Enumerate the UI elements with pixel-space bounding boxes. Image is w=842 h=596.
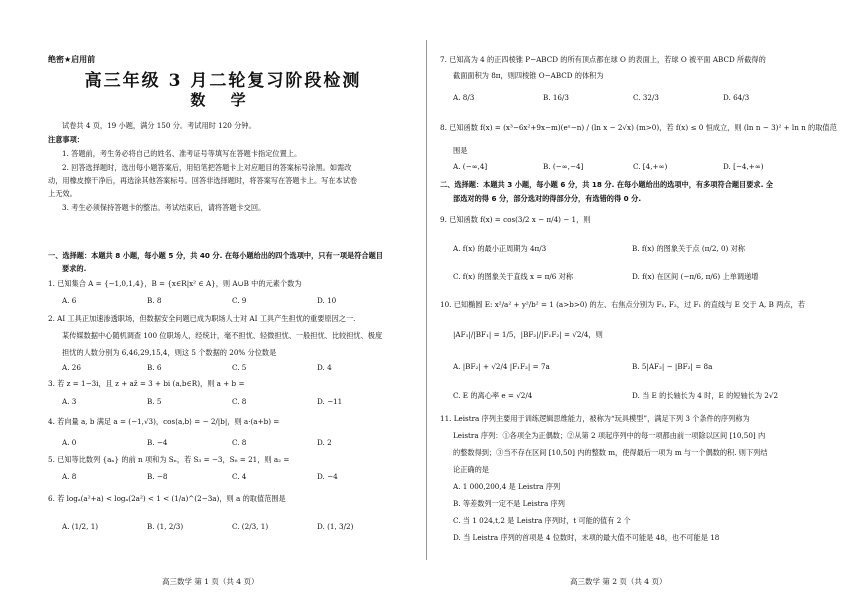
question-stem: 某传媒数据中心随机调查 100 位职场人，经统计，毫不担忧、轻微担忧、一般担忧、比较担忧、极度 bbox=[62, 331, 383, 340]
option: A. |BF₂| + √2/4 |F₁F₂| = 7a bbox=[453, 362, 550, 371]
question-options bbox=[62, 397, 402, 406]
option: C. 8 bbox=[232, 438, 247, 447]
question-stem: Leistra 序列：①各项全为正偶数；②从第 2 项起序列中的每一项都由前一项除以区间 [10,50] 内 bbox=[453, 431, 766, 440]
question-stem: 10. 已知椭圆 E: x²/a² + y²/b² = 1 (a>b>0) 的左、右焦点分别为 F₁, F₂，过 F₁ 的直线与 E 交于 A, B 两点，若 bbox=[440, 300, 805, 309]
option: C. 9 bbox=[232, 296, 247, 305]
option: D. 当 Leistra 序列的首项是 4 位数时，末项的最大值不可能是 48，也不可能是 18 bbox=[453, 533, 720, 542]
section-heading: 二、选择题：本题共 3 小题，每小题 6 分，共 18 分. 在每小题给出的选项中，有多项符合题目要求. 全 bbox=[440, 180, 773, 189]
question-options bbox=[62, 363, 402, 372]
notice-line: 动，用橡皮擦干净后，再选涂其他答案标号。回答非选择题时，将答案写在答题卡上。写在本试卷 bbox=[48, 176, 358, 185]
question-stem: 担忧的人数分别为 6,46,29,15,4，则这 5 个数据的 20% 分位数是 bbox=[62, 348, 277, 357]
option: D. (1, 3/2) bbox=[317, 522, 354, 531]
question-options bbox=[62, 296, 402, 305]
option: B. 5|AF₂| − |BF₂| = 8a bbox=[632, 362, 713, 371]
page-footer-left: 高三数学 第 1 页（共 4 页） bbox=[162, 577, 259, 586]
question-options bbox=[62, 522, 402, 531]
question-stem: 3. 若 z = 1−3i，且 z + az̄ = 3 + bi (a,b∈R)，则 a + b = bbox=[48, 379, 245, 388]
exam-title: 高三年级 3 月二轮复习阶段检测 bbox=[84, 71, 362, 91]
question-stem: 1. 已知集合 A = {−1,0,1,4}，B = {x∈R|x² ∈ A}，则 A∪B 中的元素个数为 bbox=[48, 279, 302, 288]
option: B. −4 bbox=[147, 438, 168, 447]
question-stem: 围是 bbox=[453, 146, 468, 155]
section-heading: 一、选择题：本题共 8 小题，每小题 5 分，共 40 分. 在每小题给出的四个选项中，只有一项是符合题目 bbox=[48, 251, 383, 260]
option: D. −4 bbox=[317, 472, 338, 481]
question-stem: 9. 已知函数 f(x) = cos(3/2 x − π/4) − 1，则 bbox=[440, 215, 591, 224]
option: D. −11 bbox=[317, 397, 343, 406]
option: D. 64/3 bbox=[723, 93, 750, 102]
question-stem: 11. Leistra 序列主要用于训练逻辑思维能力，被称为“玩具模型”，满足下列 3 个条件的序列称为 bbox=[440, 414, 750, 423]
option: C. E 的离心率 e = √2/4 bbox=[453, 391, 533, 400]
question-stem: 7. 已知高为 4 的正四棱锥 P−ABCD 的所有顶点都在球 O 的表面上，若球 O 被平面 ABCD 所截得的 bbox=[440, 55, 766, 64]
question-stem: 6. 若 logₐ(a²+a) < logₐ(2a²) < 1 < (1/a)^(2−3a)，则 a 的取值范围是 bbox=[48, 494, 286, 503]
option: C. f(x) 的图象关于直线 x = π/6 对称 bbox=[453, 272, 574, 281]
question-stem: 4. 若向量 a, b 满足 a = (−1,√3)，cos⟨a,b⟩ = − 2/|b|，则 a·(a+b) = bbox=[48, 417, 280, 426]
notice-heading: 注意事项： bbox=[48, 135, 84, 144]
option: B. 6 bbox=[147, 363, 162, 372]
option: B. 等差数列一定不是 Leistra 序列 bbox=[453, 499, 565, 508]
exam-subject: 数 学 bbox=[190, 91, 256, 109]
option: B. f(x) 的图象关于点 (π/2, 0) 对称 bbox=[632, 244, 745, 253]
option: A. 8/3 bbox=[453, 93, 475, 102]
column-divider bbox=[426, 40, 427, 560]
option: B. −8 bbox=[147, 472, 168, 481]
option: A. 3 bbox=[62, 397, 77, 406]
option: D. 2 bbox=[317, 438, 332, 447]
option: A. (−∞,4] bbox=[453, 162, 488, 171]
option: C. [4,+∞) bbox=[633, 162, 668, 171]
option: A. 0 bbox=[62, 438, 77, 447]
question-options bbox=[453, 93, 813, 102]
option: B. (1, 2/3) bbox=[147, 522, 184, 531]
secret-label: 绝密★启用前 bbox=[48, 55, 96, 64]
question-stem: 8. 已知函数 f(x) = (x³−6x²+9x−m)(eˣ−n) / (ln x − 2√x) (m>0)，若 f(x) ≤ 0 恒成立，则 (ln n − 3)² + ln n 的取值范 bbox=[440, 123, 837, 132]
notice-line: 上无效。 bbox=[48, 189, 77, 198]
option: A. 8 bbox=[62, 472, 77, 481]
option: B. 16/3 bbox=[543, 93, 569, 102]
option: B. 8 bbox=[147, 296, 162, 305]
question-options bbox=[62, 472, 402, 481]
notice-line: 1. 答题前，考生务必将自己的姓名、准考证号等填写在答题卡指定位置上。 bbox=[62, 149, 302, 158]
page-footer-right: 高三数学 第 2 页（共 4 页） bbox=[570, 577, 667, 586]
notice-line: 2. 回答选择题时，选出每小题答案后，用铅笔把答题卡上对应题目的答案标号涂黑。如需改 bbox=[62, 163, 352, 172]
question-options bbox=[62, 438, 402, 447]
exam-info: 试卷共 4 页，19 小题，满分 150 分。考试用时 120 分钟。 bbox=[62, 121, 256, 130]
question-stem: |AF₁|/|BF₁| = 1/5，|BF₂|/|F₁F₂| = √2/4，则 bbox=[453, 330, 603, 339]
option: C. 5 bbox=[232, 363, 247, 372]
question-stem: 论正确的是 bbox=[453, 465, 489, 474]
option: C. 当 1 024,t,2 是 Leistra 序列时，t 可能的值有 2 个 bbox=[453, 516, 631, 525]
option: D. 10 bbox=[317, 296, 337, 305]
option: A. 26 bbox=[62, 363, 81, 372]
option: D. f(x) 在区间 (−π/6, π/6) 上单调递增 bbox=[632, 272, 759, 281]
option: D. 4 bbox=[317, 363, 332, 372]
question-stem: 的整数得到；③当不存在区间 [10,50] 内的整数 m，使得最后一项为 m 与一个偶数的积. 则下列结 bbox=[453, 448, 768, 457]
option: B. (−∞,−4] bbox=[543, 162, 584, 171]
question-stem: 2. AI 工具正加速渗透职场，但数据安全问题已成为职场人士对 AI 工具产生担忧的重要原因之一. bbox=[48, 314, 356, 323]
option: C. 8 bbox=[232, 397, 247, 406]
section-heading: 要求的. bbox=[62, 264, 87, 273]
option: A. 1 000,200,4 是 Leistra 序列 bbox=[453, 482, 561, 491]
question-stem: 截面面积为 8π，则四棱锥 O−ABCD 的体积为 bbox=[453, 71, 604, 80]
option: C. 4 bbox=[232, 472, 247, 481]
question-options bbox=[453, 162, 813, 171]
option: C. 32/3 bbox=[633, 93, 659, 102]
option: A. f(x) 的最小正周期为 4π/3 bbox=[453, 244, 547, 253]
option: A. (1/2, 1) bbox=[62, 522, 99, 531]
section-heading: 部选对的得 6 分，部分选对的得部分分，有选错的得 0 分. bbox=[453, 194, 642, 203]
question-stem: 5. 已知等比数列 {aₙ} 的前 n 项和为 Sₙ，若 S₃ = −3，S₆ = 21，则 a₂ = bbox=[48, 455, 290, 464]
option: B. 5 bbox=[147, 397, 162, 406]
option: D. 当 E 的长轴长为 4 时，E 的短轴长为 2√2 bbox=[632, 391, 779, 400]
notice-line: 3. 考生必须保持答题卡的整洁。考试结束后，请将答题卡交回。 bbox=[62, 203, 266, 212]
option: D. [−4,+∞) bbox=[723, 162, 764, 171]
option: A. 6 bbox=[62, 296, 77, 305]
option: C. (2/3, 1) bbox=[232, 522, 269, 531]
